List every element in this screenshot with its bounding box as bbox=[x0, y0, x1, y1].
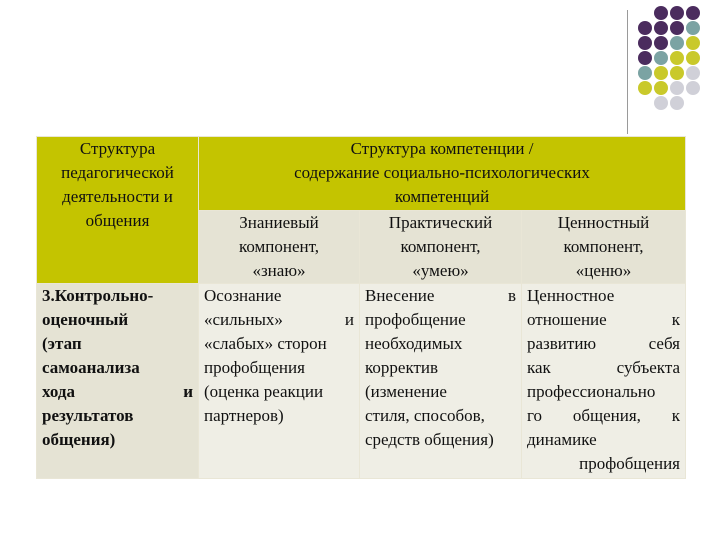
header-structure-competence: Структура компетенции / содержание социально-психологических компетенций bbox=[199, 137, 686, 211]
decorative-dot bbox=[638, 51, 652, 65]
subheader-knowledge: Знаниевый компонент, «знаю» bbox=[199, 210, 360, 284]
cell-value-content: Ценностное отношение к развитию себя как субъекта профессионально го общения, к динамике профобщения bbox=[522, 284, 686, 479]
decorative-dot bbox=[654, 6, 668, 20]
decorative-dot bbox=[686, 51, 700, 65]
decorative-dot bbox=[686, 6, 700, 20]
decorative-dot bbox=[670, 66, 684, 80]
row-label-control-evaluation: 3.Контрольно- оценочный (этап самоанализа хода и результатов общения) bbox=[37, 284, 199, 479]
decorative-dot bbox=[670, 81, 684, 95]
table-row bbox=[37, 284, 686, 479]
decorative-dot bbox=[638, 81, 652, 95]
decorative-dot bbox=[686, 81, 700, 95]
decorative-dot bbox=[654, 36, 668, 50]
decorative-dot bbox=[638, 21, 652, 35]
decorative-dot bbox=[638, 66, 652, 80]
subheader-value: Ценностный компонент, «ценю» bbox=[522, 210, 686, 284]
cell-practical-content: Внесение в профобщение необходимых корректив (изменение стиля, способов, средств общения) bbox=[360, 284, 522, 479]
decorative-dot bbox=[686, 66, 700, 80]
header-structure-activity: Структура педагогической деятельности и общения bbox=[37, 137, 199, 284]
competence-table bbox=[36, 136, 686, 479]
decorative-dot bbox=[670, 96, 684, 110]
decorative-dot bbox=[654, 51, 668, 65]
divider-line bbox=[627, 10, 628, 134]
decorative-dot bbox=[686, 21, 700, 35]
decorative-dot bbox=[654, 66, 668, 80]
decorative-dot bbox=[670, 51, 684, 65]
decorative-dot-grid bbox=[638, 6, 718, 116]
decorative-dot bbox=[670, 36, 684, 50]
subheader-practical: Практический компонент, «умею» bbox=[360, 210, 522, 284]
decorative-dot bbox=[654, 81, 668, 95]
decorative-dot bbox=[654, 21, 668, 35]
decorative-dot bbox=[638, 36, 652, 50]
decorative-dot bbox=[670, 21, 684, 35]
decorative-dot bbox=[654, 96, 668, 110]
table-header-row bbox=[37, 137, 686, 211]
decorative-dot bbox=[686, 36, 700, 50]
decorative-dot bbox=[670, 6, 684, 20]
cell-knowledge-content: Осознание «сильных» и «слабых» сторон профобщения (оценка реакции партнеров) bbox=[199, 284, 360, 479]
